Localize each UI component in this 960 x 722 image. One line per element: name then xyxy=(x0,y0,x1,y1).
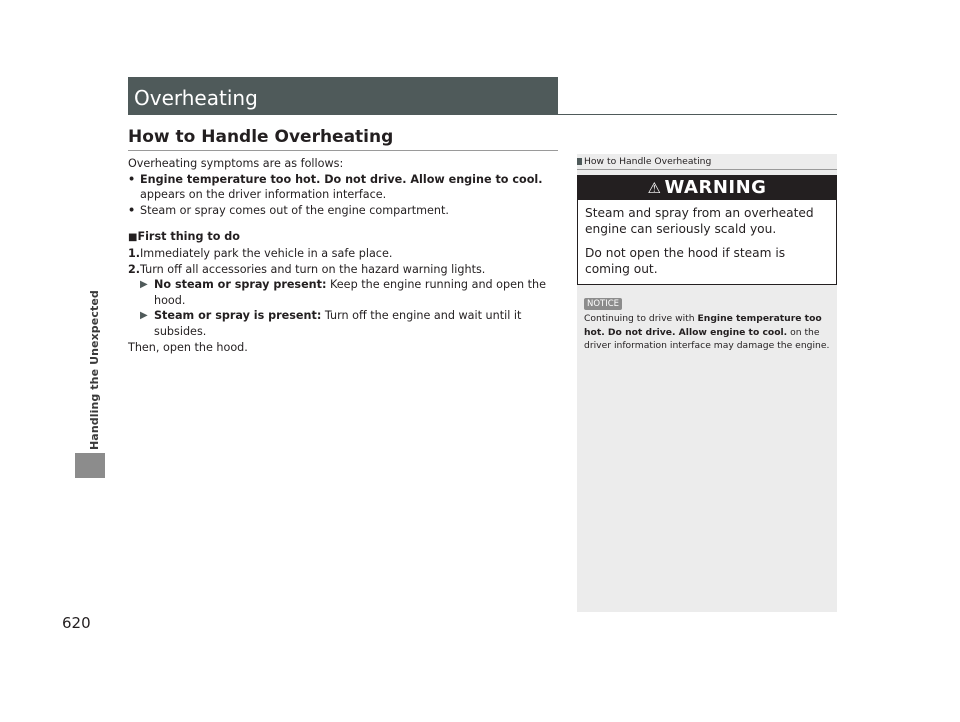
bullet-icon: • xyxy=(128,172,136,186)
warning-header xyxy=(578,176,836,200)
warning-line: Steam and spray from an overheated engine can seriously scald you. xyxy=(585,206,814,236)
warning-body xyxy=(578,200,836,290)
bullet-bold: Engine temperature too hot. Do not drive. Allow engine to cool. xyxy=(140,172,543,186)
case-bold: No steam or spray present: xyxy=(154,278,327,292)
intro-text: Overheating symptoms are as follows: xyxy=(128,157,344,170)
list-item xyxy=(128,203,556,219)
reference-marker-icon xyxy=(577,158,582,165)
side-notes-rule xyxy=(577,169,837,170)
section-rule xyxy=(128,114,837,115)
chapter-tab-marker xyxy=(75,453,105,478)
step-item xyxy=(128,262,556,278)
bullet-text: Steam or spray comes out of the engine compartment. xyxy=(140,203,449,217)
closing-text: Then, open the hood. xyxy=(128,340,248,354)
bullet-text: appears on the driver information interface. xyxy=(140,188,387,202)
list-item xyxy=(128,172,556,203)
main-body xyxy=(128,156,556,355)
step-number: 2. xyxy=(128,262,141,276)
case-text: Keep the engine running and open the hood. xyxy=(154,278,547,307)
section-title: Overheating xyxy=(134,86,258,110)
case-text: Turn off the engine and wait until it subsides. xyxy=(154,309,522,338)
step-text: Immediately park the vehicle in a safe place. xyxy=(140,246,393,260)
case-item xyxy=(128,277,556,308)
chapter-tab-label: Handling the Unexpected xyxy=(88,290,101,450)
arrow-right-icon: ▶ xyxy=(140,279,148,291)
warning-triangle-icon: ⚠ xyxy=(647,179,662,197)
step-item xyxy=(128,246,556,262)
page-number: 620 xyxy=(62,614,91,632)
notice-text: Continuing to drive with Engine temperature too hot. Do not drive. Allow engine to cool. on the driver information interface may damage the engine. xyxy=(584,313,830,351)
warning-label: WARNING xyxy=(664,177,767,198)
arrow-right-icon: ▶ xyxy=(140,310,148,322)
case-item xyxy=(128,308,556,339)
notice-badge: NOTICE xyxy=(584,298,622,310)
warning-box xyxy=(577,175,837,285)
heading-rule xyxy=(128,150,558,151)
subheading xyxy=(128,229,556,246)
square-bullet-icon: ■ xyxy=(128,232,138,244)
case-bold: Steam or spray is present: xyxy=(154,309,322,323)
warning-line: Do not open the hood if steam is coming out. xyxy=(585,246,786,276)
side-notes-heading: How to Handle Overheating xyxy=(577,156,711,167)
step-number: 1. xyxy=(128,246,141,260)
bullet-icon: • xyxy=(128,203,136,217)
step-text: Turn off all accessories and turn on the hazard warning lights. xyxy=(140,262,486,276)
subheading-text: First thing to do xyxy=(137,230,240,244)
page-heading: How to Handle Overheating xyxy=(128,127,394,147)
